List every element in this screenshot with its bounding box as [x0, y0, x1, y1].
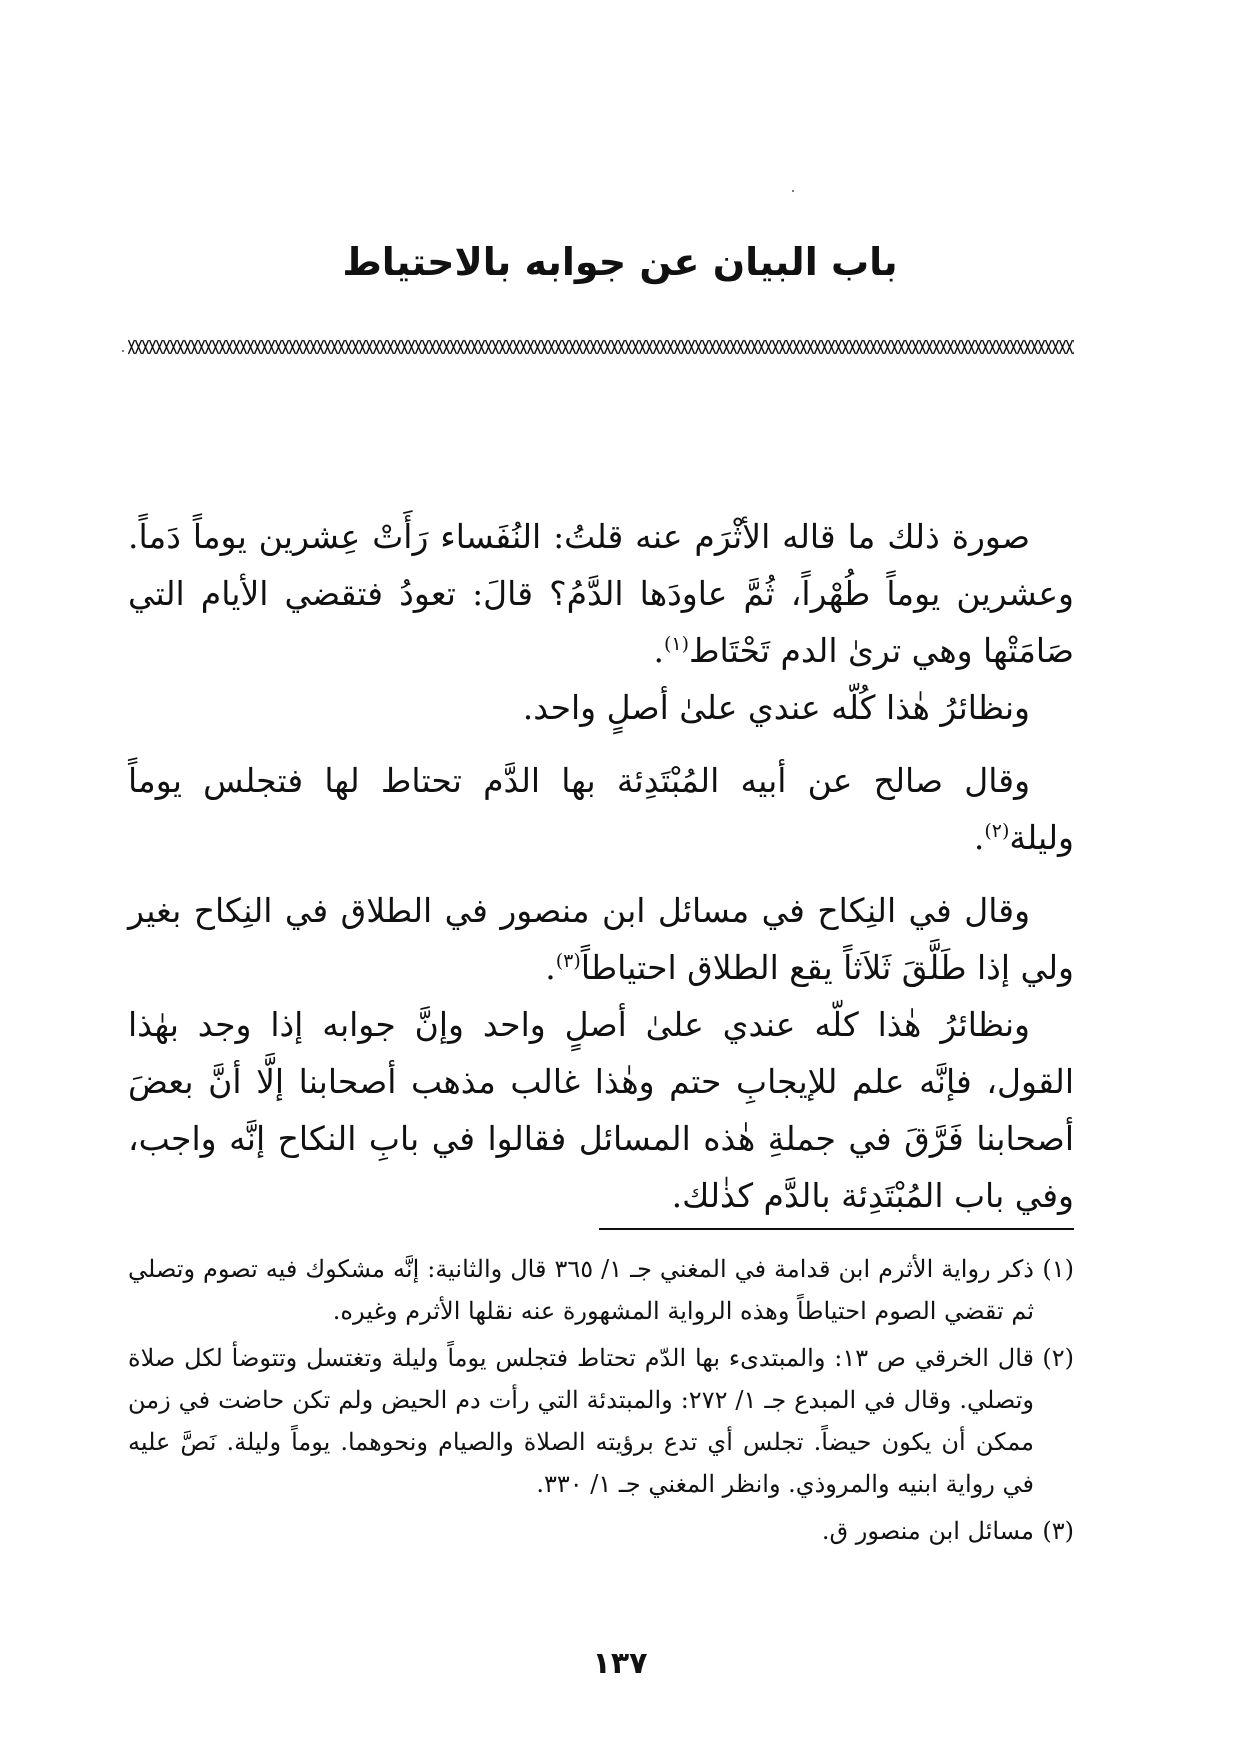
footnote-text: مسائل ابن منصور ق.: [821, 1517, 1034, 1545]
paragraph-3-text: وقال صالح عن أبيه المُبْتَدِئة بها الدَّم تحتاط لها فتجلس يوماً وليلة: [128, 761, 1074, 857]
footnote-ref-3: (٣): [555, 950, 581, 972]
footnotes: [128, 1248, 1074, 1557]
footnote-text: قال الخرقي ص ١٣: والمبتدىء بها الدّم تحتاط فتجلس يوماً وليلة وتغتسل وتتوضأ لكل صلاة وتصلي. وقال في المبدع جـ ١/ ٢٧٢: والمبتدئة التي رأت دم الحيض ولم تكن حاضت في زمن ممكن أن يكون حيضاً. تجلس أي تدع برؤيته الصلاة والصيام ونحوهما. يوماً وليلة. نَصَّ عليه في رواية ابنيه والمروذي. وانظر المغني جـ ١/ ٣٣٠.: [128, 1344, 1034, 1498]
ornament-pattern: [128, 332, 1074, 362]
scan-speck: [122, 350, 124, 352]
footnote-ref-1: (١): [663, 633, 689, 655]
paragraph-1-text: صورة ذلك ما قاله الأثْرَم عنه قلتُ: النُفَساء رَأَتْ عِشرين يوماً دَماً. وعشرين يوماً طُهْراً، ثُمَّ عاودَها الدَّمُ؟ قالَ: تعودُ فتقضي الأيام التي صَامَتْها وهي ترىٰ الدم تَحْتَاط: [128, 517, 1074, 670]
footnote-number: (١): [1042, 1255, 1074, 1283]
footnote-separator: [599, 1228, 1074, 1230]
paragraph-3: [128, 752, 1074, 866]
scan-speck: [792, 190, 794, 192]
paragraph-4: [128, 882, 1074, 996]
main-text: [128, 508, 1074, 1224]
footnote-number: (٣): [1042, 1517, 1074, 1545]
paragraph-2: [128, 679, 1074, 736]
paragraph-4-end: .: [545, 948, 556, 987]
footnote-1: [128, 1248, 1074, 1332]
footnote-ref-2: (٢): [984, 820, 1010, 842]
footnote-3: [128, 1510, 1074, 1552]
footnote-2: [128, 1337, 1074, 1505]
paragraph-3-end: .: [973, 818, 985, 857]
page-number: ١٣٧: [592, 1646, 648, 1681]
paragraph-2-text: ونظائرُ هٰذا كُلّه عندي علىٰ أصلٍ واحد.: [522, 688, 1030, 727]
paragraph-1: [128, 508, 1074, 679]
paragraph-5-text: ونظائرُ هٰذا كلّه عندي علىٰ أصلٍ واحد وإنَّ جوابه إذا وجد بهٰذا القول، فإنَّه علم للإيجابِ حتم وهٰذا غالب مذهب أصحابنا إلَّا أنَّ بعضَ أصحابنا فَرَّقَ في جملةِ هٰذه المسائل فقالوا في بابِ النكاح إنَّه واجب، وفي باب المُبْتَدِئة بالدَّم كذٰلك.: [128, 1005, 1074, 1215]
paragraph-1-end: .: [653, 631, 664, 670]
paragraph-4-text: وقال في النِكاح في مسائل ابن منصور في الطلاق في النِكاح بغير ولي إذا طَلَّقَ ثَلاَثاً يقع الطلاق احتياطاً: [128, 891, 1074, 987]
footnote-text: ذكر رواية الأثرم ابن قدامة في المغني جـ ١/ ٣٦٥ قال والثانية: إنَّه مشكوك فيه تصوم وتصلي ثم تقضي الصوم احتياطاً وهذه الرواية المشهورة عنه نقلها الأثرم وغيره.: [128, 1255, 1034, 1325]
chapter-title: باب البيان عن جوابه بالاحتياط: [342, 240, 898, 284]
paragraph-5: [128, 996, 1074, 1224]
footnote-number: (٢): [1042, 1344, 1074, 1372]
ornamental-divider: [128, 332, 1074, 362]
